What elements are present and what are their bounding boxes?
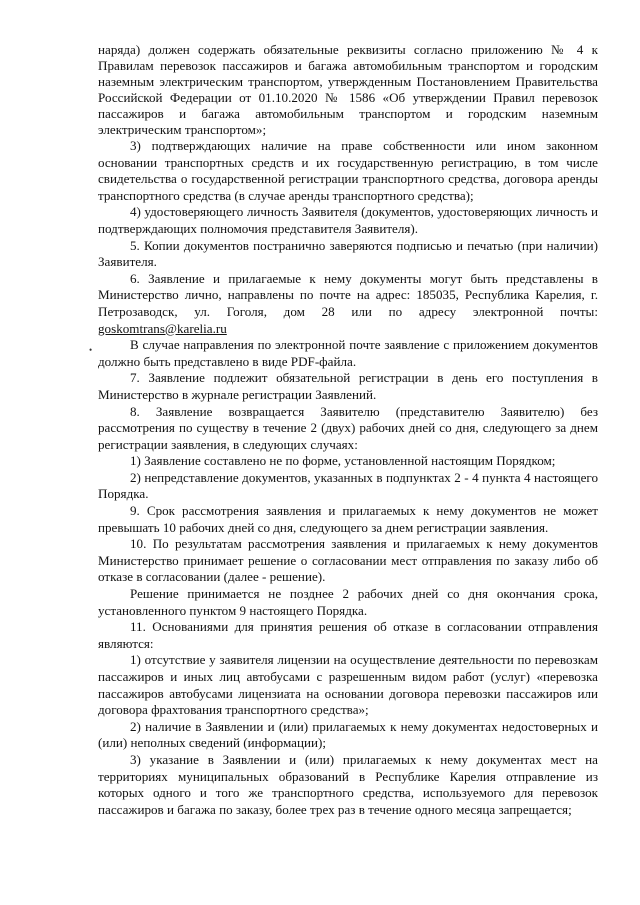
email-link[interactable]: goskomtrans@karelia.ru [98,320,227,336]
paragraph-item-3: 3) подтверждающих наличие на праве собственности или ином законном основании транспортных средств и их государственную регистрацию, в том числе свидетельства о государственной регистрации транспортного средства, договора аренды транспортного средства (в случае аренды транспортного средства); [98,138,598,203]
paragraph-8: 8. Заявление возвращается Заявителю (представителю Заявителю) без рассмотрения по существу в течение 2 (двух) рабочих дней со дня, следующего за днем регистрации заявления, в следующих случаях: [98,403,598,452]
paragraph-10-decision: Решение принимается не позднее 2 рабочих дней со дня окончания срока, установленного пунктом 9 настоящего Порядка. [98,586,598,618]
paragraph-9: 9. Срок рассмотрения заявления и прилагаемых к нему документов не может превышать 10 рабочих дней со дня, следующего за днем регистрации заявления. [98,503,598,535]
paragraph-6-text: 6. Заявление и прилагаемые к нему документы могут быть представлены в Министерство лично, направлены по почте на адрес: 185035, Республика Карелия, г. Петрозаводск, ул. Гоголя, дом 28 или по адресу электронной почты: [98,270,598,319]
paragraph-6-email-note: В случае направления по электронной почте заявление с приложением документов должно быть представлено в виде PDF-файла. [98,337,598,369]
paragraph-8-item-1: 1) Заявление составлено не по форме, установленной настоящим Порядком; [130,453,556,469]
paragraph-11: 11. Основаниями для принятия решения об отказе в согласовании отправления являются: [98,619,598,651]
paragraph-11-item-3: 3) указание в Заявлении и (или) прилагаемых к нему документах мест на территориях муниципальных образований в Республике Карелия отправление из которых одного и того же транспортного средства, используемого для перевозок пассажиров и багажа по заказу, более трех раз в течение одного месяца запрещается; [98,751,598,817]
paragraph-continuation: наряда) должен содержать обязательные реквизиты согласно приложению № 4 к Правилам перевозок пассажиров и багажа автомобильным транспортом и городским наземным электрическим транспортом, утвержденным Постановлением Правительства Российской Федерации от 01.10.2020 № 1586 «Об утверждении Правил перевозок пассажиров и багажа автомобильным транспортом и городским наземным электрическим транспортом»; [98,42,598,137]
margin-mark: • [89,345,93,355]
paragraph-item-4: 4) удостоверяющего личность Заявителя (документов, удостоверяющих личность и подтверждающих полномочия представителя Заявителя). [98,204,598,236]
paragraph-7: 7. Заявление подлежит обязательной регистрации в день его поступления в Министерство в журнале регистрации Заявлений. [98,370,598,402]
paragraph-11-item-2: 2) наличие в Заявлении и (или) прилагаемых к нему документах недостоверных и (или) неполных сведений (информации); [98,718,598,751]
paragraph-6 [98,271,598,337]
document-page [98,42,598,818]
paragraph-10: 10. По результатам рассмотрения заявления и прилагаемых к нему документов Министерство принимает решение о согласовании мест отправления по заказу либо об отказе в согласовании (далее - решение). [98,536,598,585]
paragraph-11-item-1: 1) отсутствие у заявителя лицензии на осуществление деятельности по перевозкам пассажиров и иных лиц автобусами с разрешенным видом работ (услуг) «перевозка пассажиров автобусами лицензиата на основании договора перевозки пассажиров или договора фрахтования транспортного средства»; [98,652,598,718]
paragraph-5: 5. Копии документов постранично заверяются подписью и печатью (при наличии) Заявителя. [98,237,598,270]
paragraph-8-item-2: 2) непредставление документов, указанных в подпунктах 2 - 4 пункта 4 настоящего Порядка. [98,469,598,502]
